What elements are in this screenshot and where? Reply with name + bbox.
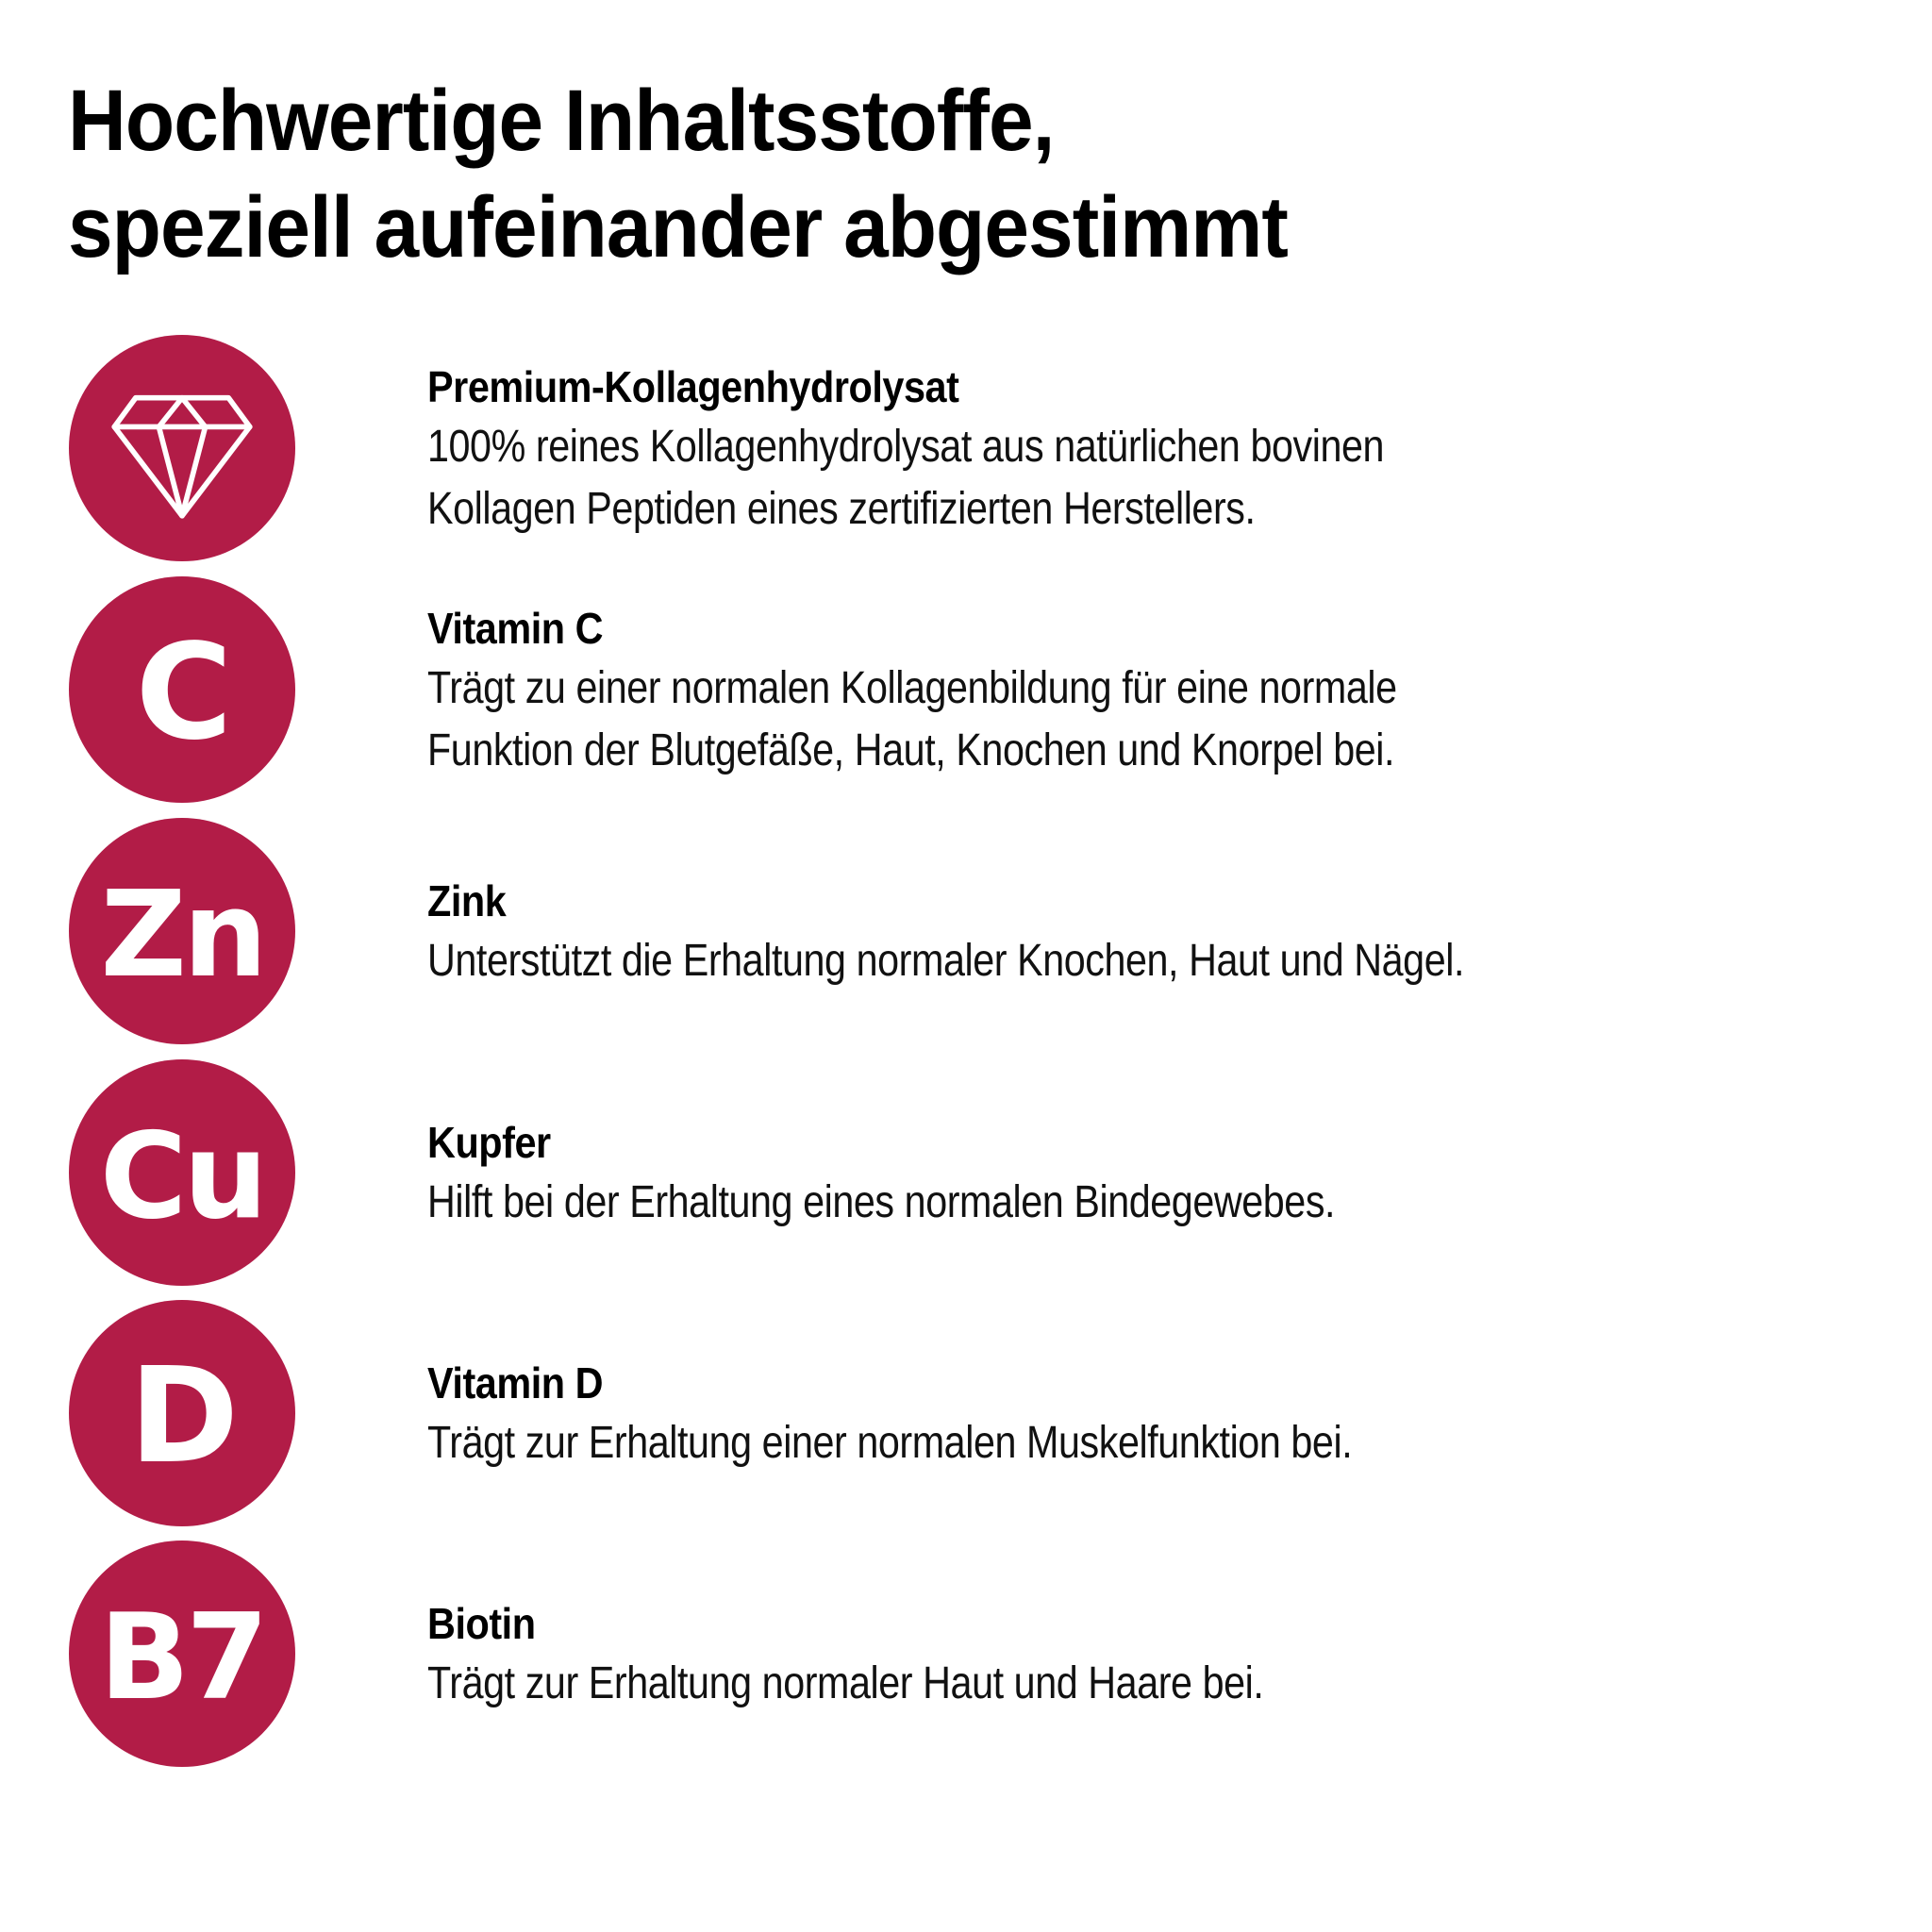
vitamin-c-icon: C [135,616,229,770]
description-line: Unterstützt die Erhaltung normaler Knochen, Haut und Nägel. [427,936,1465,986]
ingredient-row-vitamin-c [0,576,1932,818]
ingredient-text-vitamin-c [427,605,1555,782]
ingredient-text-biotin [427,1600,1400,1715]
ingredient-title: Vitamin C [427,604,604,653]
ingredient-row-copper [0,1059,1932,1301]
description-line: Hilft bei der Erhaltung eines normalen Bindegewebes. [427,1177,1336,1227]
ingredient-description [427,930,1464,992]
page-title [68,68,1379,281]
description-line: Trägt zu einer normalen Kollagenbildung für eine normale [427,663,1397,713]
ingredient-text-copper [427,1119,1483,1234]
ingredient-description [427,1172,1335,1234]
ingredient-title: Premium-Kollagenhydrolysat [427,362,959,411]
copper-badge [69,1059,295,1286]
ingredient-title: Zink [427,876,507,925]
ingredient-title: Vitamin D [427,1358,604,1407]
ingredient-row-collagen [0,335,1932,576]
biotin-badge [69,1541,295,1767]
ingredient-title: Kupfer [427,1118,551,1167]
ingredient-row-biotin [0,1541,1932,1782]
description-line: Trägt zur Erhaltung einer normalen Muskelfunktion bei. [427,1418,1353,1468]
biotin-icon: B7 [99,1588,265,1726]
diamond-icon [105,371,259,525]
ingredient-row-zinc [0,818,1932,1059]
vitamin-d-badge [69,1300,295,1526]
copper-icon: Cu [99,1107,265,1245]
ingredient-description [427,416,1384,541]
ingredient-description [427,1653,1263,1715]
ingredient-text-vitamin-d [427,1359,1503,1474]
zinc-badge [69,818,295,1044]
description-line: Trägt zur Erhaltung normaler Haut und Haare bei. [427,1658,1264,1708]
ingredient-row-vitamin-d [0,1300,1932,1541]
description-line: 100% reines Kollagenhydrolysat aus natürlichen bovinen [427,422,1385,472]
zinc-icon: Zn [100,865,264,1004]
vitamin-d-icon: D [128,1340,236,1493]
ingredient-description [427,1412,1352,1474]
ingredient-text-collagen [427,363,1540,541]
ingredient-text-zinc [427,877,1633,992]
page-title-line-1: Hochwertige Inhaltsstoffe, [68,73,1055,169]
ingredient-description [427,658,1397,782]
ingredient-title: Biotin [427,1599,536,1648]
description-line: Kollagen Peptiden eines zertifizierten Herstellers. [427,484,1256,534]
vitamin-c-badge [69,576,295,803]
collagen-badge [69,335,295,561]
page-title-line-2: speziell aufeinander abgestimmt [68,179,1288,275]
description-line: Funktion der Blutgefäße, Haut, Knochen und Knorpel bei. [427,725,1395,775]
